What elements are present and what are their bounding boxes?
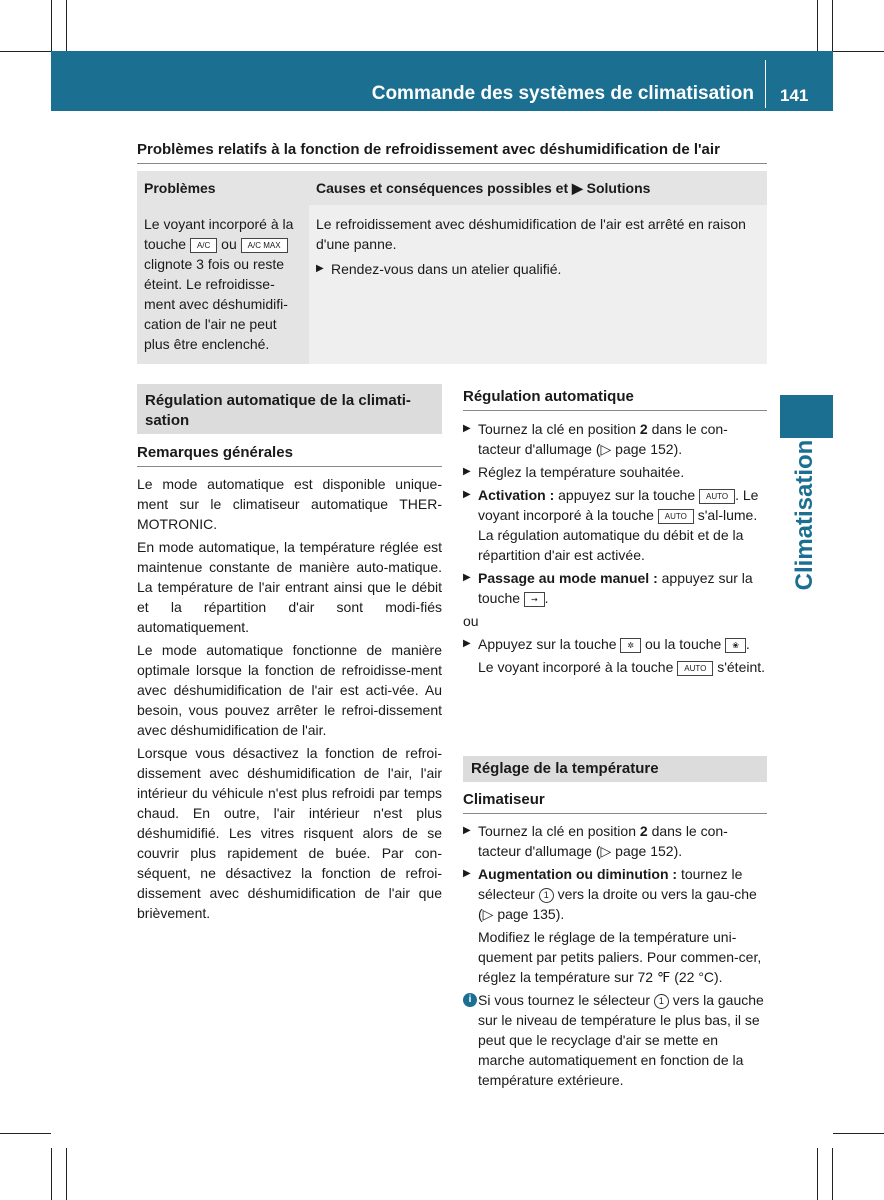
crop-mark <box>0 51 51 52</box>
paragraph: Le mode automatique fonctionne de manière optimale lorsque la fonction de refroidisse-ment avec déshumidification de l'air est acti-vée. Au besoin, vous pouvez arrêter le refroi-dissement avec déshumidification de l'air. <box>137 642 442 738</box>
column-header-causes: Causes et conséquences possibles et ▶ Solutions <box>309 171 767 205</box>
list-item: ▶ Appuyez sur la touche ✲ ou la touche ❀ . <box>463 634 767 654</box>
crop-mark <box>833 51 884 52</box>
sub-heading: Remarques générales <box>137 444 293 461</box>
divider <box>463 410 767 411</box>
problem-section-title: Problèmes relatifs à la fonction de refroidissement avec déshumidification de l'air <box>137 141 720 158</box>
divider <box>137 163 767 164</box>
fan-down-key-icon: ✲ <box>620 638 641 653</box>
divider <box>463 813 767 814</box>
indented-text: Modifiez le réglage de la température uni-quement par petits paliers. Pour commen-cer, réglez la température sur 72 ℉ (22 °C). <box>478 929 762 985</box>
auto-key-icon: AUTO <box>699 489 735 504</box>
fan-up-key-icon: ❀ <box>725 638 746 653</box>
or-text: ou <box>463 613 479 629</box>
crop-mark <box>66 1148 67 1200</box>
ac-max-key-icon: A/C MAX <box>241 238 288 253</box>
crop-mark <box>817 1148 818 1200</box>
indented-text: Le voyant incorporé à la touche AUTO s'éteint. <box>478 659 766 675</box>
list-item: ▶ Réglez la température souhaitée. <box>463 462 767 482</box>
auto-key-icon: AUTO <box>658 509 694 524</box>
info-note: i Si vous tournez le sélecteur 1 vers la gauche sur le niveau de température le plus bas, il se peut que le recyclage d'air se mette en marche automatiquement en fonction de la température extérieure. <box>463 990 767 1090</box>
crop-mark <box>0 1133 51 1134</box>
section-heading-box: Régulation automatique de la climati-sation <box>137 384 442 434</box>
side-label: Climatisation <box>791 439 818 591</box>
table-header-row <box>137 171 767 205</box>
right-column-auto <box>463 419 767 680</box>
problem-cell: Le voyant incorporé à la touche A/C ou A/C MAX clignote 3 fois ou reste éteint. Le refroidisse-ment avec déshumidifi-cation de l'air ne peut plus être enclenché. <box>137 205 309 364</box>
list-item: ▶ Tournez la clé en position 2 dans le con-tacteur d'allumage (▷ page 152). <box>463 821 767 861</box>
crop-mark <box>833 1133 884 1134</box>
crop-mark <box>66 0 67 51</box>
crop-mark <box>832 1148 833 1200</box>
problems-table <box>137 171 767 364</box>
cause-text: Le refroidissement avec déshumidification de l'air est arrêté en raison d'une panne. <box>316 216 746 252</box>
header-divider <box>765 60 766 108</box>
selector-number-icon: 1 <box>654 994 669 1009</box>
list-item: ▶ Augmentation ou diminution : tournez le sélecteur 1 vers la droite ou vers la gau-che (▷ page 135). <box>463 864 767 924</box>
paragraph: Lorsque vous désactivez la fonction de refroi-dissement avec déshumidification de l'air, l'air intérieur du véhicule n'est plus refroidi par temps chaud. En outre, l'air intérieur n'est plus déshumidifié. Les vitres risquent alors de se couvrir plus rapidement de buée. Par con-séquent, ne désactivez la fonction de refroi-dissement avec déshumidification de l'air que brièvement. <box>137 745 442 921</box>
right-column-temp <box>463 821 767 1090</box>
list-item: ▶ Tournez la clé en position 2 dans le con-tacteur d'allumage (▷ page 152). <box>463 419 767 459</box>
crop-mark <box>51 0 52 51</box>
paragraph: Le mode automatique est disponible unique-ment sur le climatiseur automatique THER-MOTRONIC. <box>137 476 442 532</box>
cause-cell <box>309 205 767 364</box>
divider <box>137 466 442 467</box>
ac-key-icon: A/C <box>190 238 217 253</box>
side-tab <box>780 395 833 438</box>
section-heading-box: Réglage de la température <box>463 756 767 782</box>
sub-heading: Climatiseur <box>463 791 545 808</box>
sub-heading: Régulation automatique <box>463 388 634 405</box>
list-item: ▶ Activation : appuyez sur la touche AUTO . Le voyant incorporé à la touche AUTO s'al-lume. La régulation automatique du débit et de la répartition d'air est activée. <box>463 485 767 565</box>
page-title: Commande des systèmes de climatisation <box>371 83 754 104</box>
auto-key-icon: AUTO <box>677 661 713 676</box>
list-item: ▶ Passage au mode manuel : appuyez sur la touche ⇝ . <box>463 568 767 608</box>
crop-mark <box>51 1148 52 1200</box>
crop-mark <box>832 0 833 51</box>
column-header-problems: Problèmes <box>137 171 309 205</box>
page-number: 141 <box>780 86 809 105</box>
selector-number-icon: 1 <box>539 888 554 903</box>
table-row <box>137 205 767 364</box>
air-distribution-key-icon: ⇝ <box>524 592 545 607</box>
crop-mark <box>817 0 818 51</box>
solution-item: ▶ Rendez-vous dans un atelier qualifié. <box>316 259 760 279</box>
paragraph: En mode automatique, la température réglée est maintenue constante de manière auto-matique. La température de l'air entrant ainsi que le débit et la répartition d'air sont modi-fiés automatiquement. <box>137 539 442 635</box>
left-column-text <box>137 474 442 926</box>
info-icon: i <box>463 993 477 1007</box>
